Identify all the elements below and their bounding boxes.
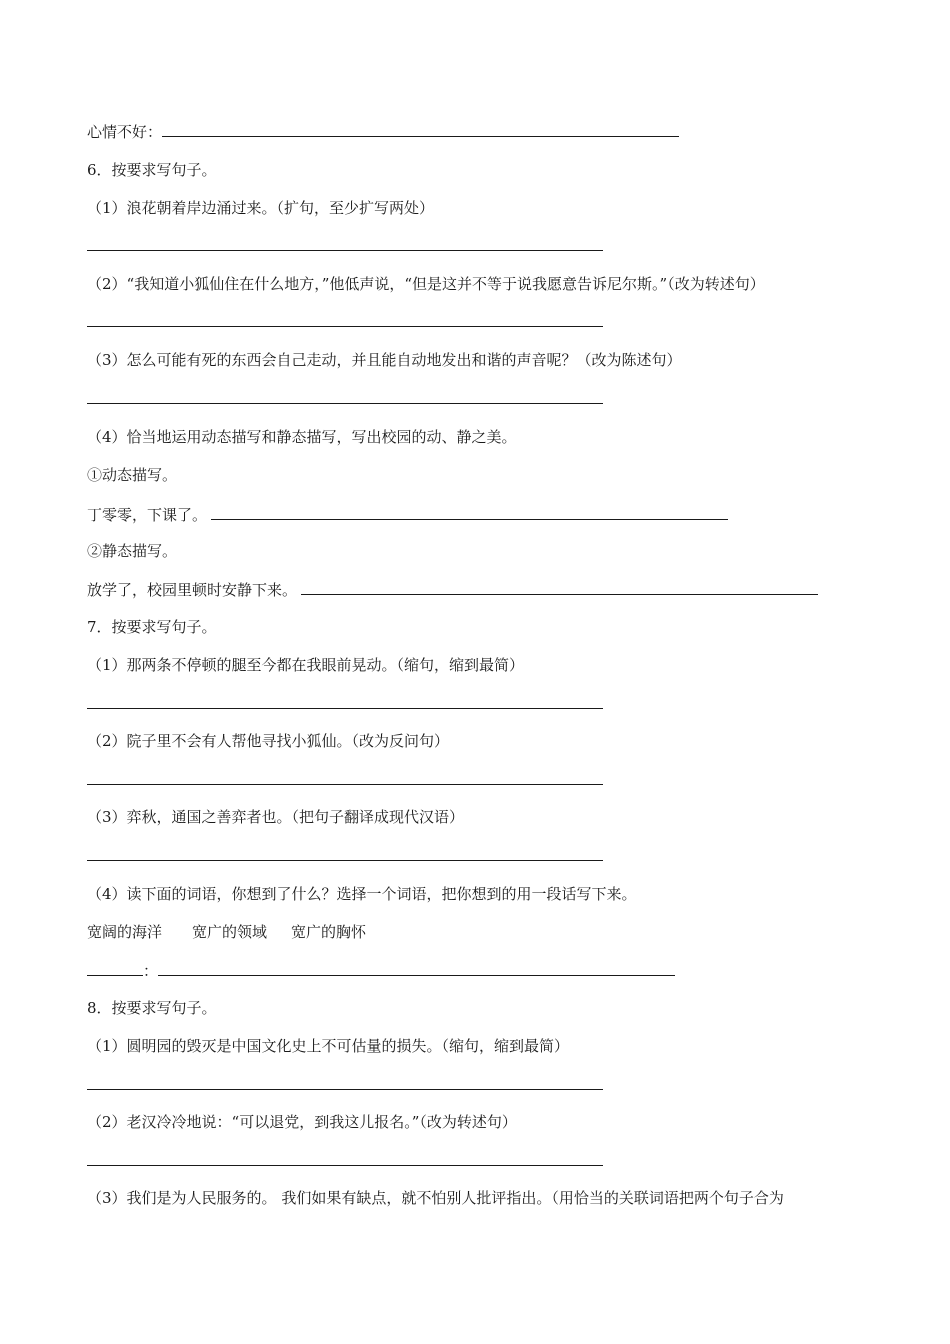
answer-line[interactable] [87, 250, 603, 251]
answer-line[interactable] [87, 1165, 603, 1166]
question-7-1: （1）那两条不停顿的腿至今都在我眼前晃动。（缩句，缩到最简） [87, 656, 525, 674]
question-6-title: 6．按要求写句子。 [87, 161, 217, 179]
mood-bad-label: 心情不好： [87, 123, 163, 141]
question-7-3: （3）弈秋，通国之善弈者也。（把句子翻译成现代汉语） [87, 808, 465, 826]
word-option-3: 宽广的胸怀 [291, 923, 367, 941]
colon: ： [143, 962, 159, 980]
answer-line[interactable] [87, 1089, 603, 1090]
answer-line[interactable] [87, 326, 603, 327]
question-7-4: （4）读下面的词语，你想到了什么？选择一个词语，把你想到的用一段话写下来。 [87, 885, 637, 903]
question-6-2: （2）“我知道小狐仙住在什么地方，”他低声说，“但是这并不等于说我愿意告诉尼尔斯。”（改为转述句） [87, 275, 765, 293]
answer-blank[interactable] [158, 961, 675, 976]
question-8-2: （2）老汉冷冷地说：“可以退党，到我这儿报名。”（改为转述句） [87, 1113, 517, 1131]
question-6-1: （1）浪花朝着岸边涌过来。（扩句，至少扩写两处） [87, 199, 435, 217]
answer-line[interactable] [87, 860, 603, 861]
dynamic-lead-line [87, 505, 728, 525]
question-6-3: （3）怎么可能有死的东西会自己走动，并且能自动地发出和谐的声音呢？（改为陈述句） [87, 351, 682, 369]
mood-bad-line [87, 122, 679, 142]
question-7-title: 7．按要求写句子。 [87, 618, 217, 636]
answer-line[interactable] [87, 403, 603, 404]
static-lead-text: 放学了，校园里顿时安静下来。 [87, 581, 298, 599]
answer-blank[interactable] [162, 122, 679, 137]
dynamic-lead-text: 丁零零，下课了。 [87, 506, 208, 524]
question-8-1: （1）圆明园的毁灭是中国文化史上不可估量的损失。（缩句，缩到最简） [87, 1037, 570, 1055]
answer-blank[interactable] [211, 505, 728, 520]
word-answer-line [87, 961, 675, 981]
static-lead-line [87, 580, 818, 600]
word-options [87, 922, 366, 942]
question-8-title: 8．按要求写句子。 [87, 999, 217, 1017]
question-7-2: （2）院子里不会有人帮他寻找小狐仙。（改为反问句） [87, 732, 450, 750]
answer-line[interactable] [87, 784, 603, 785]
question-6-4-dynamic: ①动态描写。 [87, 466, 178, 484]
question-8-3: （3）我们是为人民服务的。 我们如果有缺点，就不怕别人批评指出。（用恰当的关联词语把两个句子合为 [87, 1189, 784, 1207]
question-6-4-static: ②静态描写。 [87, 542, 178, 560]
chosen-word-blank[interactable] [87, 961, 143, 976]
question-6-4: （4）恰当地运用动态描写和静态描写，写出校园的动、静之美。 [87, 428, 517, 446]
answer-line[interactable] [87, 708, 603, 709]
answer-blank[interactable] [301, 580, 818, 595]
word-option-2: 宽广的领域 [192, 923, 268, 941]
word-option-1: 宽阔的海洋 [87, 923, 163, 941]
